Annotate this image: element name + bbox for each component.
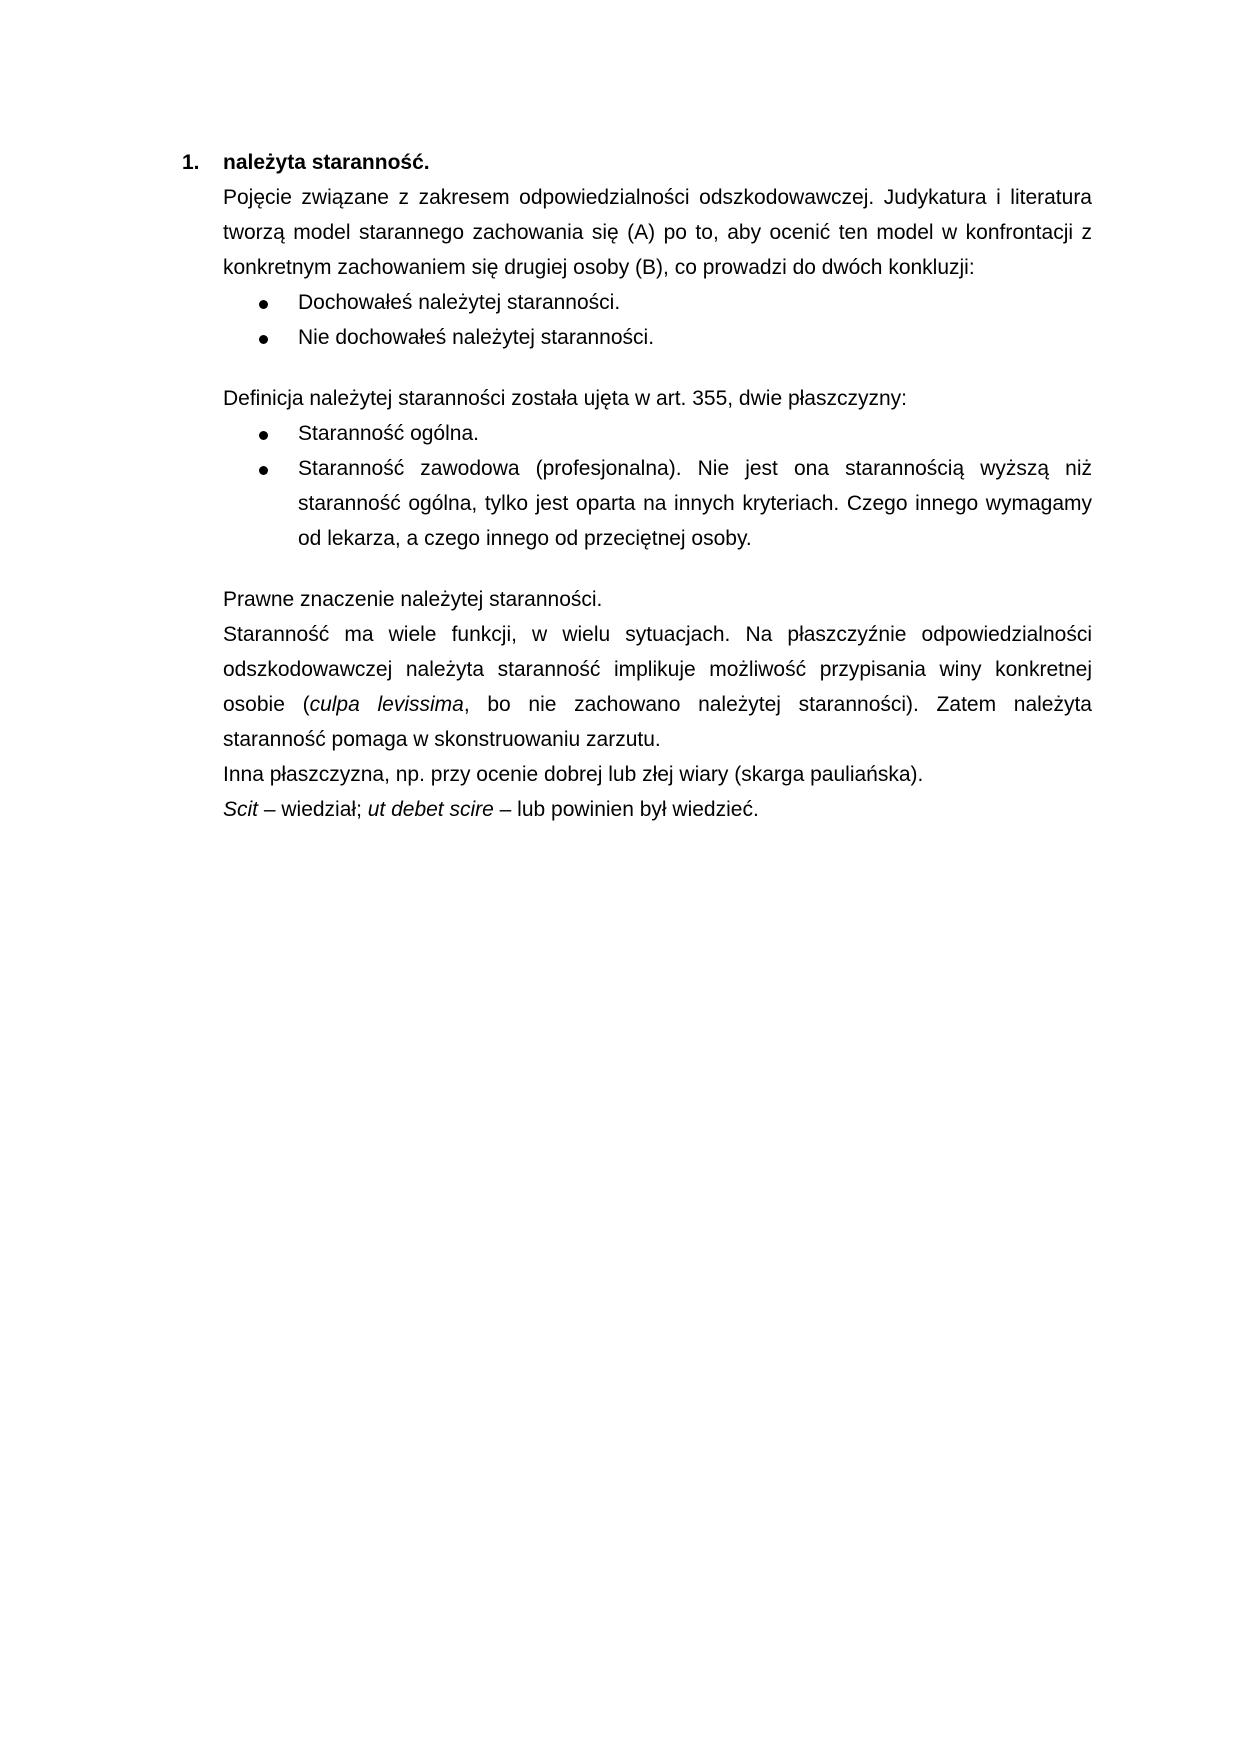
list-item-text: Staranność ogólna.: [298, 422, 479, 445]
legal-text-start: Staranność ma wiele funkcji, w wielu sytuacjach. Na płaszczyźnie odpowiedzialności odszkodowawczej należyta staranność implikuje możliwość przypisania winy konkretnej osobie (: [223, 623, 1092, 716]
list-item-text: Staranność zawodowa (profesjonalna). Nie jest ona starannością wyższą niż staranność ogólna, tylko jest oparta na innych kryteriach. Czego innego wymagamy od lekarza, a czego innego od przeciętnej osoby.: [298, 457, 1092, 550]
section-heading: [182, 145, 1092, 180]
list-item: [223, 451, 1092, 556]
conclusions-list: [223, 285, 1092, 355]
latin-term-ut-debet-scire: ut debet scire: [367, 798, 494, 821]
other-plane-paragraph: Inna płaszczyzna, np. przy ocenie dobrej lub złej wiary (skarga pauliańska).: [223, 763, 924, 786]
list-item-text: Nie dochowałeś należytej staranności.: [298, 326, 655, 349]
latin-meaning-1: – wiedział;: [258, 798, 368, 821]
list-item: [223, 285, 1092, 320]
list-item: [223, 320, 1092, 355]
list-item: [223, 416, 1092, 451]
section-number: 1.: [182, 151, 200, 174]
document-content: [182, 145, 1092, 827]
section-title: należyta staranność.: [223, 151, 430, 174]
legal-text-end: , bo nie zachowano należytej staranności). Zatem należyta staranność pomaga w skonstruowaniu zarzutu.: [223, 693, 1092, 751]
bullet-icon: [259, 431, 268, 440]
legal-paragraph: [223, 617, 1092, 757]
latin-line: [223, 792, 1092, 827]
spacer: [223, 355, 1092, 381]
spacer: [223, 556, 1092, 582]
latin-term-scit: Scit: [223, 798, 259, 821]
latin-term: culpa levissima: [309, 693, 464, 716]
intro-paragraph: Pojęcie związane z zakresem odpowiedzialności odszkodowawczej. Judykatura i literatura tworzą model starannego zachowania się (A) po to, aby ocenić ten model w konfrontacji z konkretnym zachowaniem się drugiej osoby (B), co prowadzi do dwóch konkluzji:: [223, 186, 1092, 279]
bullet-icon: [259, 300, 268, 309]
latin-meaning-2: – lub powinien był wiedzieć.: [493, 798, 759, 821]
section-body: [223, 180, 1092, 827]
planes-list: [223, 416, 1092, 556]
bullet-icon: [259, 466, 268, 475]
list-item-text: Dochowałeś należytej staranności.: [298, 291, 621, 314]
definition-paragraph: Definicja należytej staranności została ujęta w art. 355, dwie płaszczyzny:: [223, 387, 907, 410]
legal-heading: Prawne znaczenie należytej staranności.: [223, 588, 603, 611]
bullet-icon: [259, 335, 268, 344]
